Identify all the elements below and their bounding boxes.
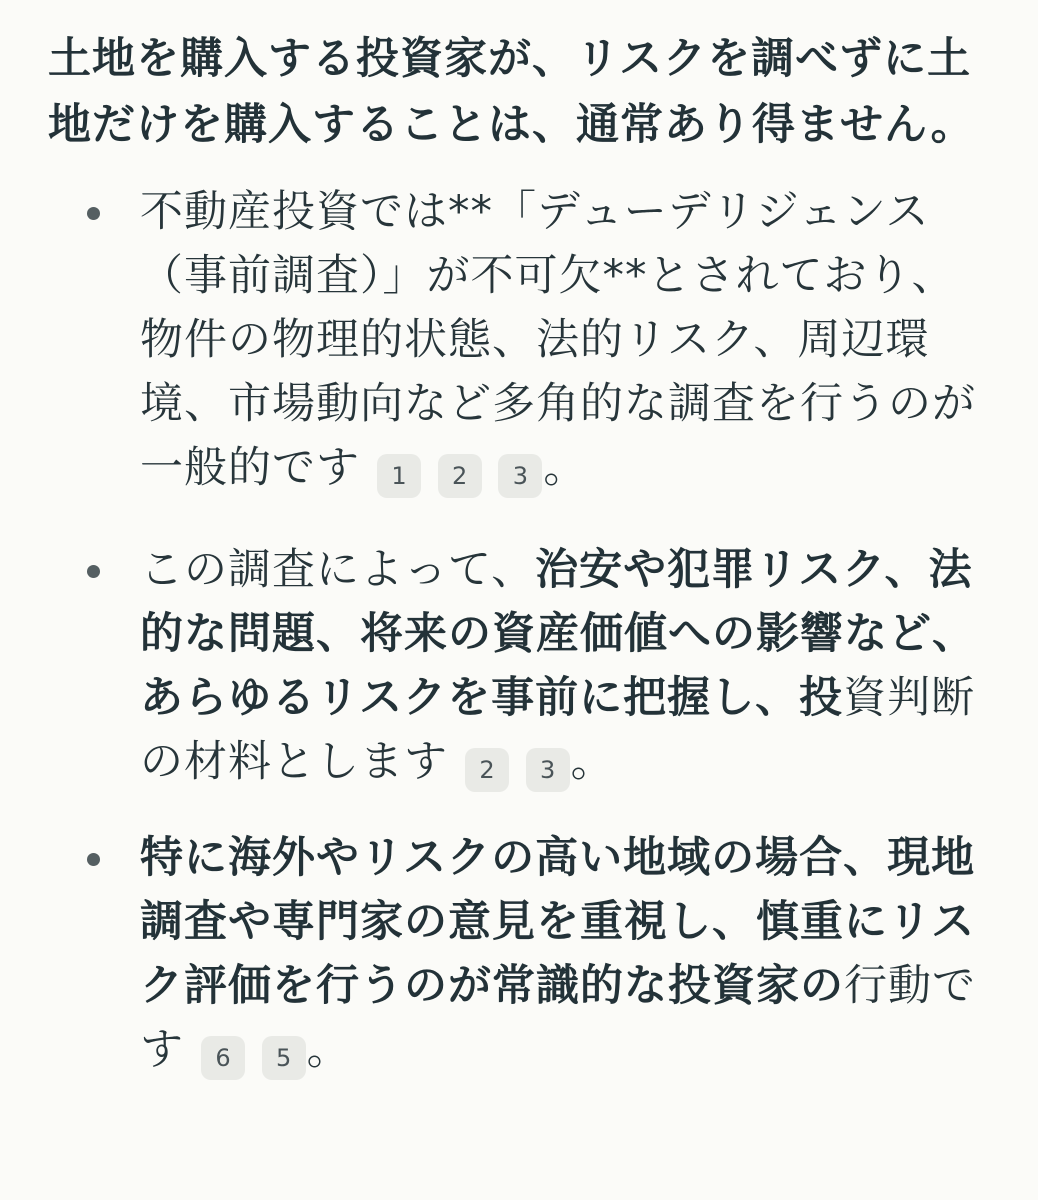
- sentence-end: 。: [570, 737, 615, 787]
- citation-group: [464, 737, 571, 787]
- citation-badge[interactable]: 5: [262, 1036, 306, 1080]
- bullet-dot-icon: [87, 565, 100, 578]
- citation-group: [376, 443, 543, 493]
- bullet-text-tail: 行動です: [140, 961, 976, 1075]
- list-item: [48, 538, 978, 794]
- bullet-text-tail: 資判断の材料とします: [140, 673, 976, 787]
- bullet-dot-icon: [87, 207, 100, 220]
- markdown-asterisks: **: [602, 251, 648, 301]
- bullet-text-emphasis: 特に海外やリスクの高い地域の場合、現地調査や専門家の意見を重視し、慎重にリスク評価を行うのが常識的な投資家の: [140, 833, 976, 1011]
- citation-badge[interactable]: 2: [465, 748, 509, 792]
- bullet-list: [48, 180, 978, 1082]
- bullet-text-emphasis: 治安や犯罪リスク、法的な問題、将来の資産価値への影響など、あらゆるリスクを事前に把握し、投: [140, 545, 976, 723]
- list-item: [48, 826, 978, 1082]
- citation-badge[interactable]: 3: [526, 748, 570, 792]
- bullet-text-tail: とされており、物件の物理的状態、法的リスク、周辺環境、市場動向など多角的な調査を行うのが一般的です: [140, 251, 976, 493]
- citation-badge[interactable]: 2: [438, 454, 482, 498]
- markdown-asterisks: **: [448, 187, 493, 237]
- sentence-end: 。: [306, 1025, 351, 1075]
- bullet-text-lead: 不動産投資では: [140, 187, 448, 237]
- citation-badge[interactable]: 6: [201, 1036, 245, 1080]
- intro-paragraph: 土地を購入する投資家が、リスクを調べずに土地だけを購入することは、通常あり得ません。: [48, 34, 975, 150]
- citation-group: [200, 1025, 307, 1075]
- bullet-text-emphasis: 「デューデリジェンス（事前調査）」が不可欠: [140, 187, 930, 301]
- sentence-end: 。: [543, 443, 588, 493]
- list-item: [48, 180, 978, 500]
- citation-badge[interactable]: 1: [377, 454, 421, 498]
- bullet-text-lead: この調査によって、: [140, 545, 536, 595]
- bullet-dot-icon: [87, 853, 100, 866]
- citation-badge[interactable]: 3: [498, 454, 542, 498]
